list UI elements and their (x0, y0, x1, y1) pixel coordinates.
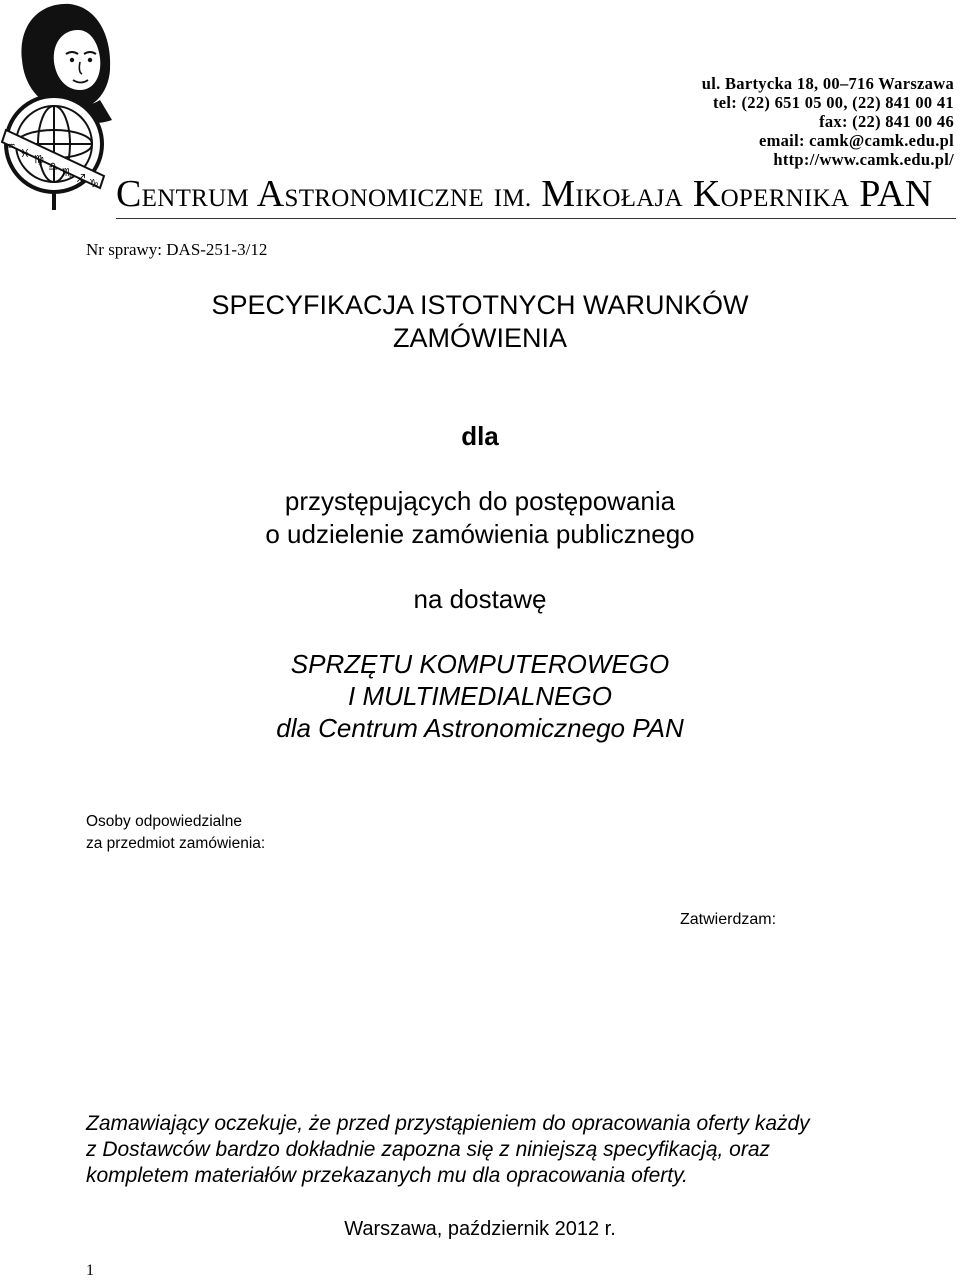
contact-block (702, 74, 954, 169)
zodiac-glyph: ♍ (34, 153, 44, 166)
notice-line: Zamawiający oczekuje, że przed przystąpieniem do opracowania oferty każdy (86, 1112, 810, 1135)
document-title (0, 289, 960, 355)
notice-text (86, 1111, 946, 1189)
word-rest: ENTRUM (141, 185, 250, 212)
responsible-line: Osoby odpowiedzialne (86, 813, 242, 830)
word-initial: M (541, 173, 576, 215)
zodiac-glyph: ♓ (20, 147, 30, 160)
case-number: Nr sprawy: DAS-251-3/12 (86, 240, 268, 259)
word-rest: IM. (493, 185, 532, 212)
institution-name (116, 172, 933, 221)
subject-line: dla Centrum Astronomicznego PAN (276, 713, 684, 743)
copernicus-logo (0, 0, 118, 212)
subject-line: I MULTIMEDIALNEGO (348, 681, 612, 711)
word-initial: PAN (859, 173, 933, 215)
notice-line: z Dostawców bardzo dokładnie zapozna się z niniejszą specyfikacją, oraz (86, 1138, 771, 1161)
purpose-text (0, 485, 960, 551)
word-initial: K (692, 173, 721, 215)
word-initial: C (116, 173, 142, 215)
title-line: SPECYFIKACJA ISTOTNYCH WARUNKÓW (211, 290, 749, 320)
address-line: ul. Bartycka 18, 00–716 Warszawa (701, 74, 954, 93)
website-link[interactable]: http://www.camk.edu.pl/ (773, 150, 954, 169)
title-line: ZAMÓWIENIA (393, 323, 567, 353)
zodiac-glyph: ♏ (62, 166, 72, 179)
word-rest: OPERNIKA (720, 185, 850, 212)
purpose-line: o udzielenie zamówienia publicznego (265, 519, 695, 549)
responsible-persons (86, 811, 265, 855)
responsible-line: za przedmiot zamówienia: (86, 835, 266, 852)
header-divider (116, 218, 956, 219)
order-subject (0, 648, 960, 744)
notice-line: kompletem materiałów przekazanych mu dla opracowania oferty. (86, 1164, 688, 1187)
word-rest: IKOŁAJA (575, 185, 684, 212)
zodiac-glyph: ♐ (76, 172, 86, 185)
page-number: 1 (86, 1262, 94, 1279)
approval-label: Zatwierdzam: (680, 911, 777, 928)
place-and-date: Warszawa, październik 2012 r. (344, 1218, 616, 1240)
subject-line: SPRZĘTU KOMPUTEROWEGO (290, 649, 670, 679)
zodiac-glyph: ♑ (89, 177, 99, 190)
purpose-line: przystępujących do postępowania (284, 486, 676, 516)
phone-line: tel: (22) 651 05 00, (22) 841 00 41 (712, 93, 954, 112)
for-label: dla (461, 421, 499, 451)
fax-line: fax: (22) 841 00 46 (819, 112, 954, 131)
email-line[interactable]: email: camk@camk.edu.pl (758, 131, 954, 150)
zodiac-glyph: ♒ (6, 140, 16, 153)
word-rest: STRONOMICZNE (284, 185, 484, 212)
delivery-label: na dostawę (413, 584, 547, 614)
word-initial: A (256, 173, 285, 215)
zodiac-glyph: ♎ (48, 160, 58, 173)
